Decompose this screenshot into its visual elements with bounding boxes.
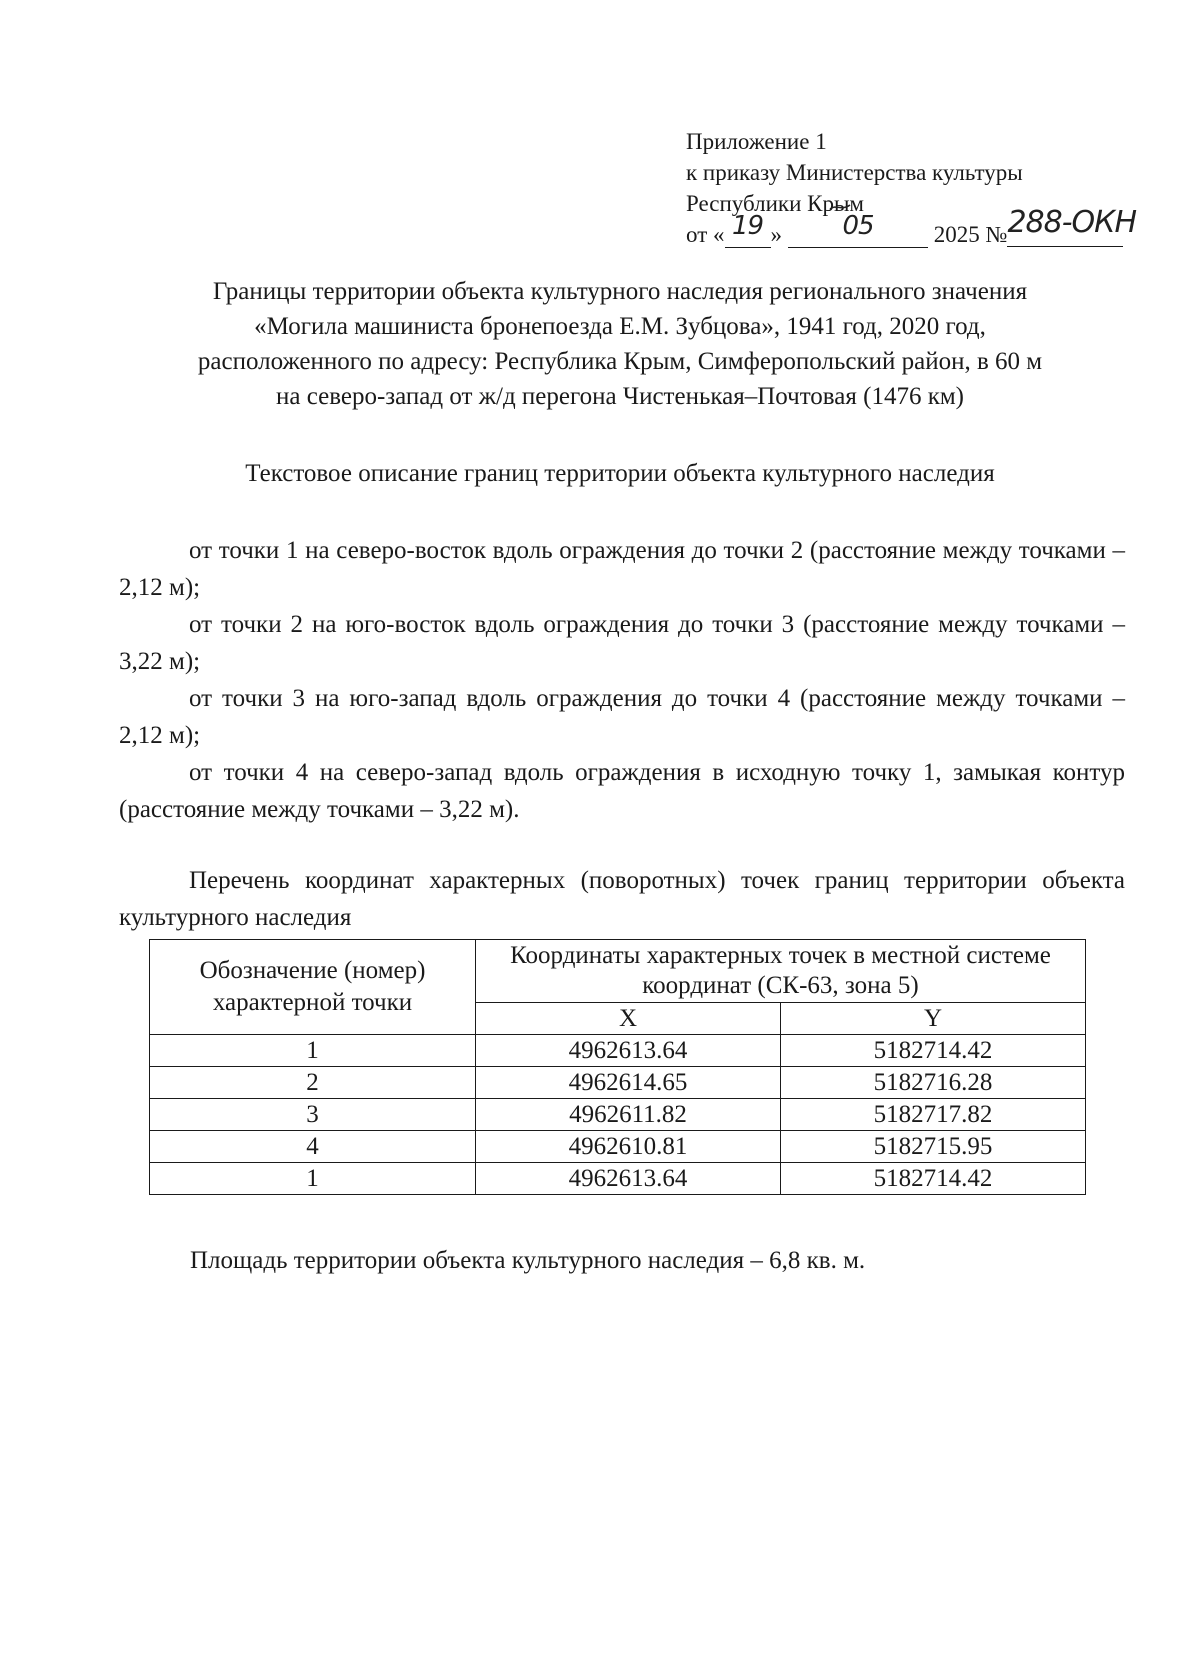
description-paragraph: от точки 3 на юго-запад вдоль ограждения до точки 4 (расстояние между точками – 2,12 м);: [119, 685, 1125, 749]
cell-point: 3: [150, 1099, 476, 1131]
cell-x: 4962610.81: [476, 1131, 781, 1163]
header-x: X: [476, 1003, 781, 1035]
handwritten-order-number: [1007, 205, 1137, 247]
cell-point: 1: [150, 1035, 476, 1067]
section-heading-description: Текстовое описание границ территории объекта культурного наследия: [245, 460, 995, 487]
document-title: [120, 274, 1120, 414]
month-value: 05: [842, 211, 874, 241]
description-paragraph: от точки 2 на юго-восток вдоль ограждения до точки 3 (расстояние между точками – 3,22 м);: [119, 611, 1125, 675]
date-mid: »: [770, 222, 782, 247]
cell-y: 5182714.42: [780, 1035, 1085, 1067]
day-value: 19: [731, 211, 764, 241]
appendix-header: [686, 126, 1146, 250]
coordinates-table: [149, 939, 1086, 1195]
coordinates-list-heading: Перечень координат характерных (поворотных) точек границ территории объекта культурного наследия: [119, 867, 1125, 931]
cell-point: 1: [150, 1163, 476, 1195]
order-date-line: [686, 205, 1146, 250]
handwritten-day: [725, 211, 771, 248]
title-line-3: расположенного по адресу: Республика Крым, Симферопольский район, в 60 м: [197, 348, 1043, 375]
order-reference: к приказу Министерства культуры: [686, 160, 1023, 185]
cell-x: 4962613.64: [476, 1163, 781, 1195]
cell-y: 5182714.42: [780, 1163, 1085, 1195]
header-coordinates: Координаты характерных точек в местной системе координат (СК-63, зона 5): [476, 940, 1086, 1003]
title-line-2: «Могила машиниста бронепоезда Е.М. Зубцова», 1941 год, 2020 год,: [254, 313, 986, 340]
pen-stroke-mark: [828, 202, 852, 212]
cell-point: 2: [150, 1067, 476, 1099]
header-point-number: Обозначение (номер) характерной точки: [150, 940, 476, 1035]
table-row: [150, 1035, 1086, 1067]
cell-point: 4: [150, 1131, 476, 1163]
order-number-value: 288-ОКН: [1007, 205, 1137, 240]
table-row: [150, 1163, 1086, 1195]
table-row: [150, 1067, 1086, 1099]
table-header-row: [150, 940, 1086, 1003]
boundary-description: [119, 532, 1125, 828]
title-line-1: Границы территории объекта культурного наследия регионального значения: [212, 278, 1028, 305]
date-prefix: от «: [686, 222, 725, 247]
territory-area: Площадь территории объекта культурного наследия – 6,8 кв. м.: [190, 1247, 866, 1274]
description-paragraph: от точки 1 на северо-восток вдоль ограждения до точки 2 (расстояние между точками – 2,12 м);: [119, 537, 1125, 601]
header-y: Y: [780, 1003, 1085, 1035]
ministry-region: Республики Крым: [686, 191, 864, 216]
cell-y: 5182717.82: [780, 1099, 1085, 1131]
cell-x: 4962614.65: [476, 1067, 781, 1099]
table-row: [150, 1099, 1086, 1131]
appendix-label: Приложение 1: [686, 129, 827, 154]
handwritten-month: [788, 211, 928, 248]
title-line-4: на северо-запад от ж/д перегона Чистенькая–Почтовая (1476 км): [275, 383, 964, 410]
cell-x: 4962613.64: [476, 1035, 781, 1067]
cell-x: 4962611.82: [476, 1099, 781, 1131]
cell-y: 5182715.95: [780, 1131, 1085, 1163]
cell-y: 5182716.28: [780, 1067, 1085, 1099]
table-row: [150, 1131, 1086, 1163]
year-number-label: 2025 №: [933, 222, 1008, 247]
description-paragraph: от точки 4 на северо-запад вдоль ограждения в исходную точку 1, замыкая контур (расстояние между точками – 3,22 м).: [119, 759, 1125, 823]
